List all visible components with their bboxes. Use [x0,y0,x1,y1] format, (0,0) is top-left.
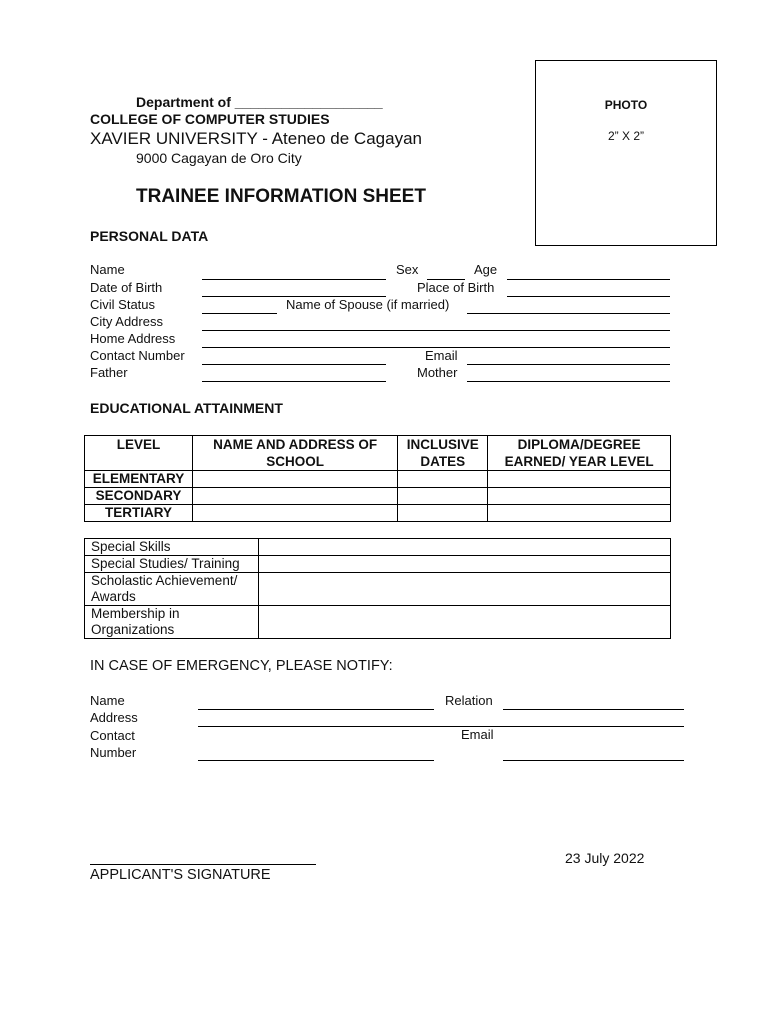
diploma-cell[interactable] [488,471,671,488]
photo-box[interactable] [535,60,717,246]
special-studies-label: Special Studies/ Training [85,556,259,573]
spouse-label: Name of Spouse (if married) [286,297,450,312]
contact-number-field[interactable] [202,364,386,365]
membership-field[interactable] [258,606,670,639]
signature-label: APPLICANT'S SIGNATURE [90,867,271,883]
photo-size: 2” X 2” [607,129,644,143]
emergency-relation-field[interactable] [503,709,684,710]
pob-field[interactable] [507,296,670,297]
level-elementary: ELEMENTARY [85,471,193,488]
col-level: LEVEL [85,436,193,471]
membership-label: Membership in Organizations [85,606,259,639]
special-studies-field[interactable] [258,556,670,573]
col-school: NAME AND ADDRESS OF SCHOOL [192,436,397,471]
university-address: 9000 Cagayan de Oro City [136,150,302,166]
emergency-address-label: Address [90,710,138,725]
name-field[interactable] [202,279,386,280]
emergency-email-label: Email [461,727,494,742]
emergency-contact-field[interactable] [198,760,434,761]
contact-number-label: Contact Number [90,348,185,363]
education-table [84,435,671,522]
page-title: TRAINEE INFORMATION SHEET [136,186,426,207]
dates-cell[interactable] [398,488,488,505]
school-cell[interactable] [192,505,397,522]
table-row [85,539,671,556]
mother-field[interactable] [467,381,670,382]
diploma-cell[interactable] [488,488,671,505]
university-name: XAVIER UNIVERSITY - Ateneo de Cagayan [90,129,422,148]
col-dates: INCLUSIVE DATES [398,436,488,471]
col-diploma: DIPLOMA/DEGREE EARNED/ YEAR LEVEL [488,436,671,471]
signature-line[interactable] [90,864,316,865]
diploma-cell[interactable] [488,505,671,522]
sex-label: Sex [396,262,419,277]
age-label: Age [474,262,498,277]
home-address-label: Home Address [90,331,176,346]
school-cell[interactable] [192,488,397,505]
scholastic-label: Scholastic Achievement/ Awards [85,573,259,606]
emergency-email-field[interactable] [503,760,684,761]
city-address-label: City Address [90,314,163,329]
photo-label: PHOTO [604,98,648,112]
emergency-contact-label: Contact Number [90,728,137,760]
pob-label: Place of Birth [417,280,495,295]
table-row [85,488,671,505]
education-heading: EDUCATIONAL ATTAINMENT [90,400,283,416]
mother-label: Mother [417,365,458,380]
table-row [85,573,671,606]
civil-status-label: Civil Status [90,297,156,312]
table-row [85,471,671,488]
dob-label: Date of Birth [90,280,163,295]
table-row [85,505,671,522]
dates-cell[interactable] [398,505,488,522]
city-address-field[interactable] [202,330,670,331]
emergency-heading: IN CASE OF EMERGENCY, PLEASE NOTIFY: [90,658,393,674]
school-cell[interactable] [192,471,397,488]
emergency-name-label: Name [90,693,125,708]
special-skills-field[interactable] [258,539,670,556]
table-row [85,606,671,639]
department-label: Department of ___________________ [136,94,383,110]
date-text: 23 July 2022 [565,850,645,866]
emergency-relation-label: Relation [445,693,493,708]
personal-data-heading: PERSONAL DATA [90,228,209,244]
level-tertiary: TERTIARY [85,505,193,522]
emergency-name-field[interactable] [198,709,434,710]
level-secondary: SECONDARY [85,488,193,505]
email-label: Email [425,348,458,363]
father-label: Father [90,365,128,380]
other-info-table [84,538,671,639]
civil-status-field[interactable] [202,313,277,314]
email-field[interactable] [467,364,670,365]
special-skills-label: Special Skills [85,539,259,556]
name-label: Name [90,262,125,277]
father-field[interactable] [202,381,386,382]
dates-cell[interactable] [398,471,488,488]
spouse-field[interactable] [467,313,670,314]
table-row [85,556,671,573]
scholastic-field[interactable] [258,573,670,606]
college-name: COLLEGE OF COMPUTER STUDIES [90,111,330,127]
emergency-address-field[interactable] [198,726,684,727]
age-field[interactable] [507,279,670,280]
